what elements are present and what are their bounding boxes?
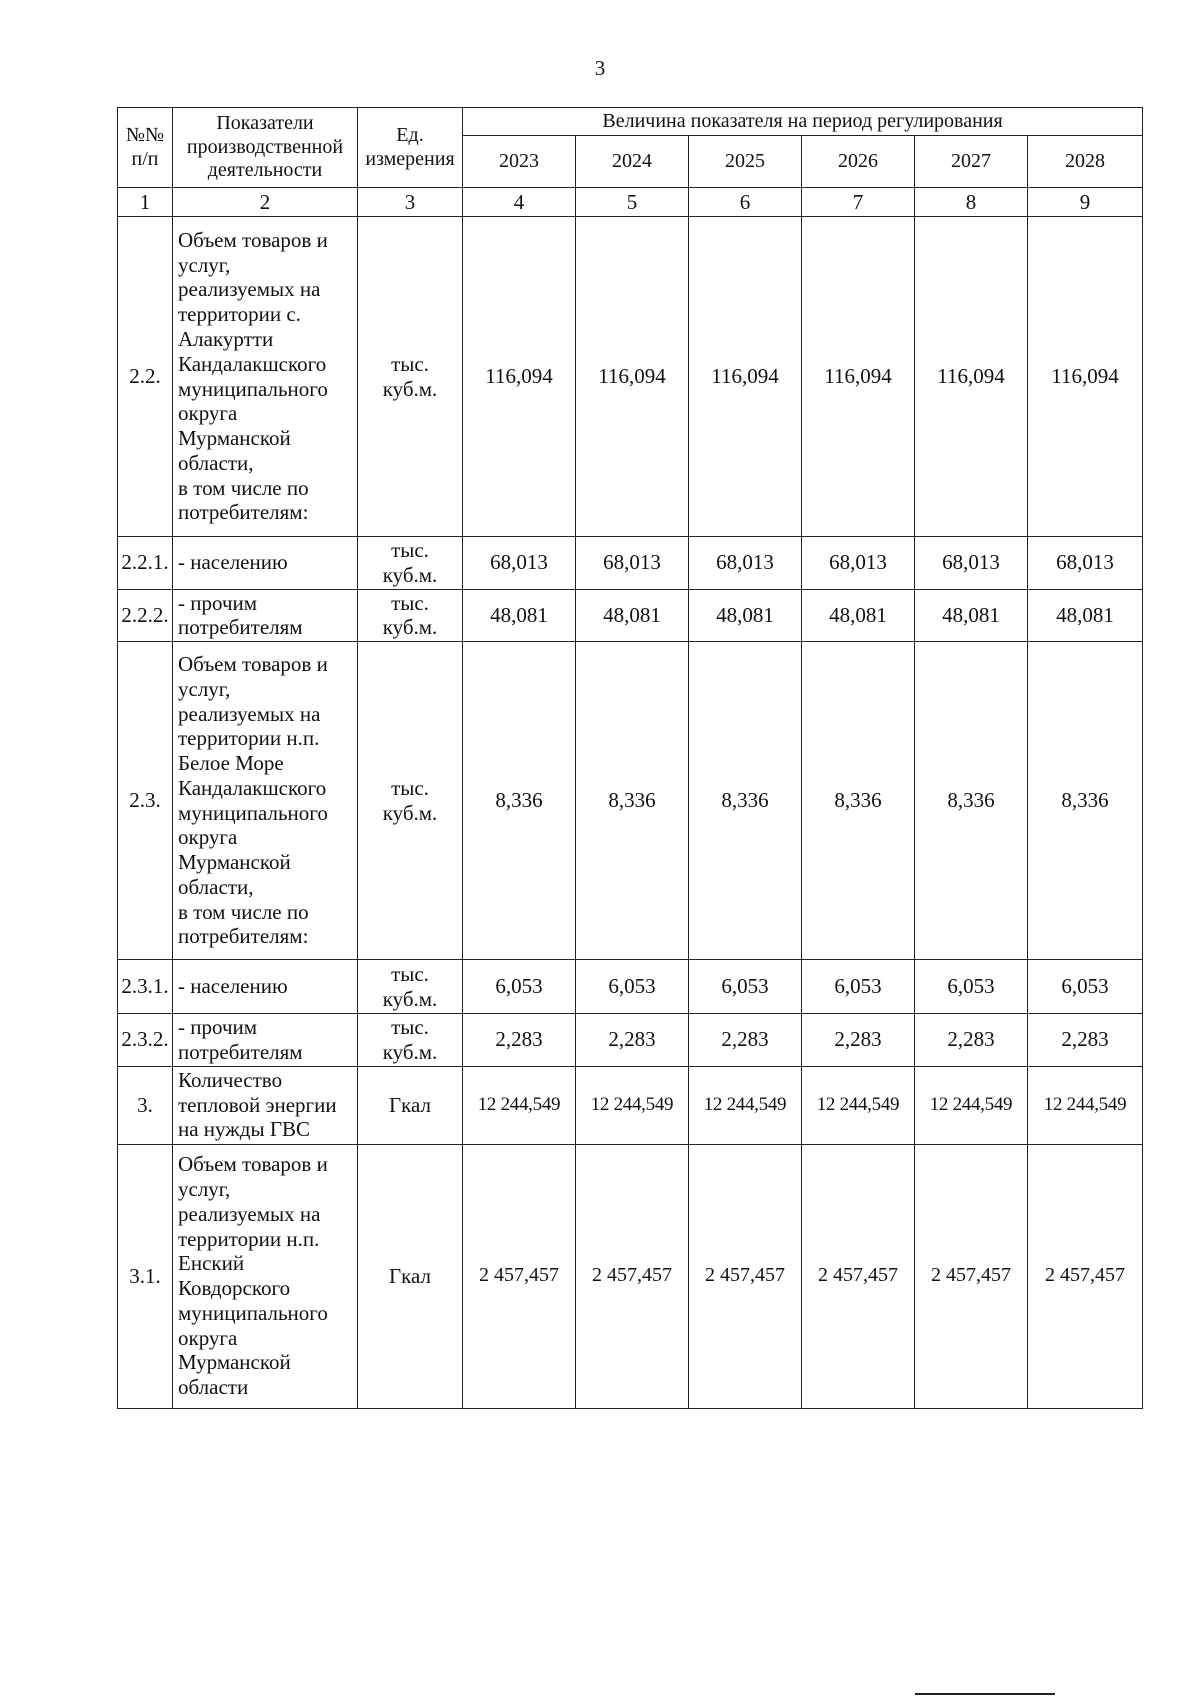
header-period-group: Величина показателя на период регулирования: [463, 108, 1143, 136]
row-value: 8,336: [689, 642, 802, 960]
row-number: 2.3.: [118, 642, 173, 960]
production-indicators-table: [117, 107, 1143, 1409]
column-number: 4: [463, 188, 576, 217]
row-indicator: - населению: [173, 960, 358, 1014]
header-indicator: Показатели производственной деятельности: [173, 108, 358, 188]
scan-artifact-line: [915, 1693, 1055, 1695]
row-value: 2 457,457: [1028, 1144, 1143, 1408]
row-value: 116,094: [802, 217, 915, 537]
row-value: 12 244,549: [576, 1066, 689, 1144]
row-value: 116,094: [463, 217, 576, 537]
row-value: 48,081: [689, 589, 802, 642]
page-number: 3: [594, 56, 606, 80]
row-value: 12 244,549: [1028, 1066, 1143, 1144]
table-row: [118, 1014, 1143, 1067]
row-indicator: Объем товаров и услуг, реализуемых на территории н.п. Белое Море Кандалакшского муниципального округа Мурманской области, в том числе по потребителям:: [173, 642, 358, 960]
row-number: 3.1.: [118, 1144, 173, 1408]
row-unit: Гкал: [358, 1144, 463, 1408]
header-year: 2028: [1028, 136, 1143, 188]
row-value: 68,013: [689, 537, 802, 590]
row-value: 116,094: [1028, 217, 1143, 537]
table-row: [118, 642, 1143, 960]
row-value: 12 244,549: [463, 1066, 576, 1144]
column-number: 3: [358, 188, 463, 217]
header-year: 2026: [802, 136, 915, 188]
row-number: 3.: [118, 1066, 173, 1144]
column-number: 8: [915, 188, 1028, 217]
header-year: 2027: [915, 136, 1028, 188]
row-indicator: Количество тепловой энергии на нужды ГВС: [173, 1066, 358, 1144]
header-num: №№ п/п: [118, 108, 173, 188]
row-value: 6,053: [689, 960, 802, 1014]
column-number: 9: [1028, 188, 1143, 217]
row-value: 8,336: [915, 642, 1028, 960]
row-value: 6,053: [463, 960, 576, 1014]
row-value: 6,053: [802, 960, 915, 1014]
table-row: [118, 1066, 1143, 1144]
row-unit: Гкал: [358, 1066, 463, 1144]
row-value: 2 457,457: [576, 1144, 689, 1408]
table-row: [118, 537, 1143, 590]
row-unit: тыс. куб.м.: [358, 642, 463, 960]
row-number: 2.3.1.: [118, 960, 173, 1014]
row-value: 8,336: [576, 642, 689, 960]
row-value: 12 244,549: [689, 1066, 802, 1144]
row-number: 2.2.2.: [118, 589, 173, 642]
row-value: 12 244,549: [802, 1066, 915, 1144]
row-number: 2.3.2.: [118, 1014, 173, 1067]
row-value: 6,053: [1028, 960, 1143, 1014]
row-value: 2,283: [915, 1014, 1028, 1067]
column-number: 7: [802, 188, 915, 217]
row-value: 2,283: [802, 1014, 915, 1067]
row-number: 2.2.: [118, 217, 173, 537]
header-year: 2025: [689, 136, 802, 188]
row-value: 116,094: [689, 217, 802, 537]
column-number: 2: [173, 188, 358, 217]
row-unit: тыс. куб.м.: [358, 537, 463, 590]
row-number: 2.2.1.: [118, 537, 173, 590]
row-value: 2,283: [463, 1014, 576, 1067]
row-value: 68,013: [915, 537, 1028, 590]
row-value: 116,094: [915, 217, 1028, 537]
row-value: 12 244,549: [915, 1066, 1028, 1144]
row-value: 48,081: [463, 589, 576, 642]
row-value: 68,013: [576, 537, 689, 590]
row-unit: тыс. куб.м.: [358, 1014, 463, 1067]
row-value: 6,053: [576, 960, 689, 1014]
row-indicator: - прочим потребителям: [173, 589, 358, 642]
row-value: 8,336: [802, 642, 915, 960]
row-indicator: - населению: [173, 537, 358, 590]
row-value: 68,013: [463, 537, 576, 590]
row-value: 116,094: [576, 217, 689, 537]
row-indicator: Объем товаров и услуг, реализуемых на территории н.п. Енский Ковдорского муниципального округа Мурманской области: [173, 1144, 358, 1408]
header-row: [118, 108, 1143, 136]
row-unit: тыс. куб.м.: [358, 217, 463, 537]
table-row: [118, 589, 1143, 642]
header-year: 2023: [463, 136, 576, 188]
row-indicator: - прочим потребителям: [173, 1014, 358, 1067]
column-number-row: [118, 188, 1143, 217]
column-number: 5: [576, 188, 689, 217]
row-value: 8,336: [463, 642, 576, 960]
row-value: 48,081: [576, 589, 689, 642]
column-number: 6: [689, 188, 802, 217]
row-value: 2,283: [689, 1014, 802, 1067]
header-unit: Ед. измерения: [358, 108, 463, 188]
row-value: 2,283: [576, 1014, 689, 1067]
table-row: [118, 960, 1143, 1014]
row-value: 8,336: [1028, 642, 1143, 960]
column-number: 1: [118, 188, 173, 217]
row-value: 68,013: [802, 537, 915, 590]
row-value: 2,283: [1028, 1014, 1143, 1067]
row-value: 48,081: [1028, 589, 1143, 642]
table-row: [118, 217, 1143, 537]
row-unit: тыс. куб.м.: [358, 960, 463, 1014]
row-value: 48,081: [802, 589, 915, 642]
table-row: [118, 1144, 1143, 1408]
row-unit: тыс. куб.м.: [358, 589, 463, 642]
row-value: 2 457,457: [689, 1144, 802, 1408]
header-year: 2024: [576, 136, 689, 188]
row-value: 68,013: [1028, 537, 1143, 590]
row-value: 6,053: [915, 960, 1028, 1014]
row-value: 2 457,457: [802, 1144, 915, 1408]
row-value: 2 457,457: [463, 1144, 576, 1408]
row-value: 2 457,457: [915, 1144, 1028, 1408]
row-value: 48,081: [915, 589, 1028, 642]
row-indicator: Объем товаров и услуг, реализуемых на территории с. Алакуртти Кандалакшского муниципального округа Мурманской области, в том числе по потребителям:: [173, 217, 358, 537]
